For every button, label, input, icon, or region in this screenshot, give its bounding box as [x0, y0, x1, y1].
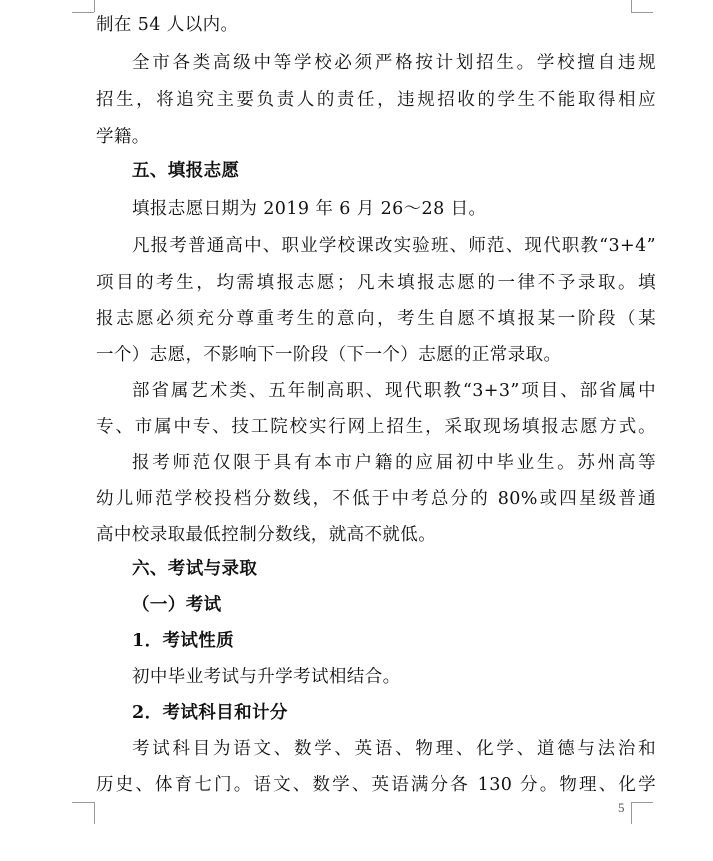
- subsection-heading: 1．考试性质: [132, 631, 235, 651]
- text-line: 报志愿必须充分尊重考生的意向，考生自愿不填报某一阶段（某: [96, 309, 656, 329]
- text-line: 凡报考普通高中、职业学校课改实验班、师范、现代职教“3+4”: [132, 236, 656, 256]
- text-line: 高中校录取最低控制分数线，就高不就低。: [96, 525, 437, 545]
- subsection-heading: 2．考试科目和计分: [132, 703, 288, 723]
- crop-mark-bottom-left: [94, 802, 95, 824]
- subsection-heading: （一）考试: [132, 595, 222, 615]
- text-line: 报考师范仅限于具有本市户籍的应届初中毕业生。苏州高等: [132, 453, 656, 473]
- text-line: 项目的考生，均需填报志愿；凡未填报志愿的一律不予录取。填: [96, 273, 656, 293]
- page-number: 5: [618, 800, 625, 815]
- text-line: 历史、体育七门。语文、数学、英语满分各 130 分。物理、化学: [96, 775, 656, 795]
- text-line: 招生，将追究主要负责人的责任，违规招收的学生不能取得相应: [96, 90, 656, 110]
- text-line: 考试科目为语文、数学、英语、物理、化学、道德与法治和: [132, 739, 656, 759]
- crop-mark-bottom-right-h: [631, 802, 653, 803]
- text-line: 全市各类高级中等学校必须严格按计划招生。学校擅自违规: [132, 53, 656, 73]
- section-heading: 五、填报志愿: [132, 161, 240, 181]
- text-line: 填报志愿日期为 2019 年 6 月 26～28 日。: [132, 199, 487, 219]
- crop-mark-top-left-h: [72, 12, 94, 13]
- text-line: 一个）志愿，不影响下一阶段（下一个）志愿的正常录取。: [96, 345, 562, 365]
- crop-mark-top-right: [631, 0, 632, 12]
- crop-mark-bottom-left-h: [72, 802, 94, 803]
- text-line: 学籍。: [96, 127, 150, 147]
- text-line: 部省属艺术类、五年制高职、现代职教“3+3”项目、部省属中: [132, 381, 656, 401]
- section-heading: 六、考试与录取: [132, 559, 258, 579]
- text-line: 初中毕业考试与升学考试相结合。: [132, 667, 401, 687]
- text-line: 制在 54 人以内。: [96, 15, 239, 35]
- crop-mark-bottom-right: [631, 802, 632, 824]
- text-line: 专、市属中专、技工院校实行网上招生，采取现场填报志愿方式。: [96, 417, 656, 437]
- crop-mark-top-left: [94, 0, 95, 12]
- text-line: 幼儿师范学校投档分数线，不低于中考总分的 80%或四星级普通: [96, 489, 656, 509]
